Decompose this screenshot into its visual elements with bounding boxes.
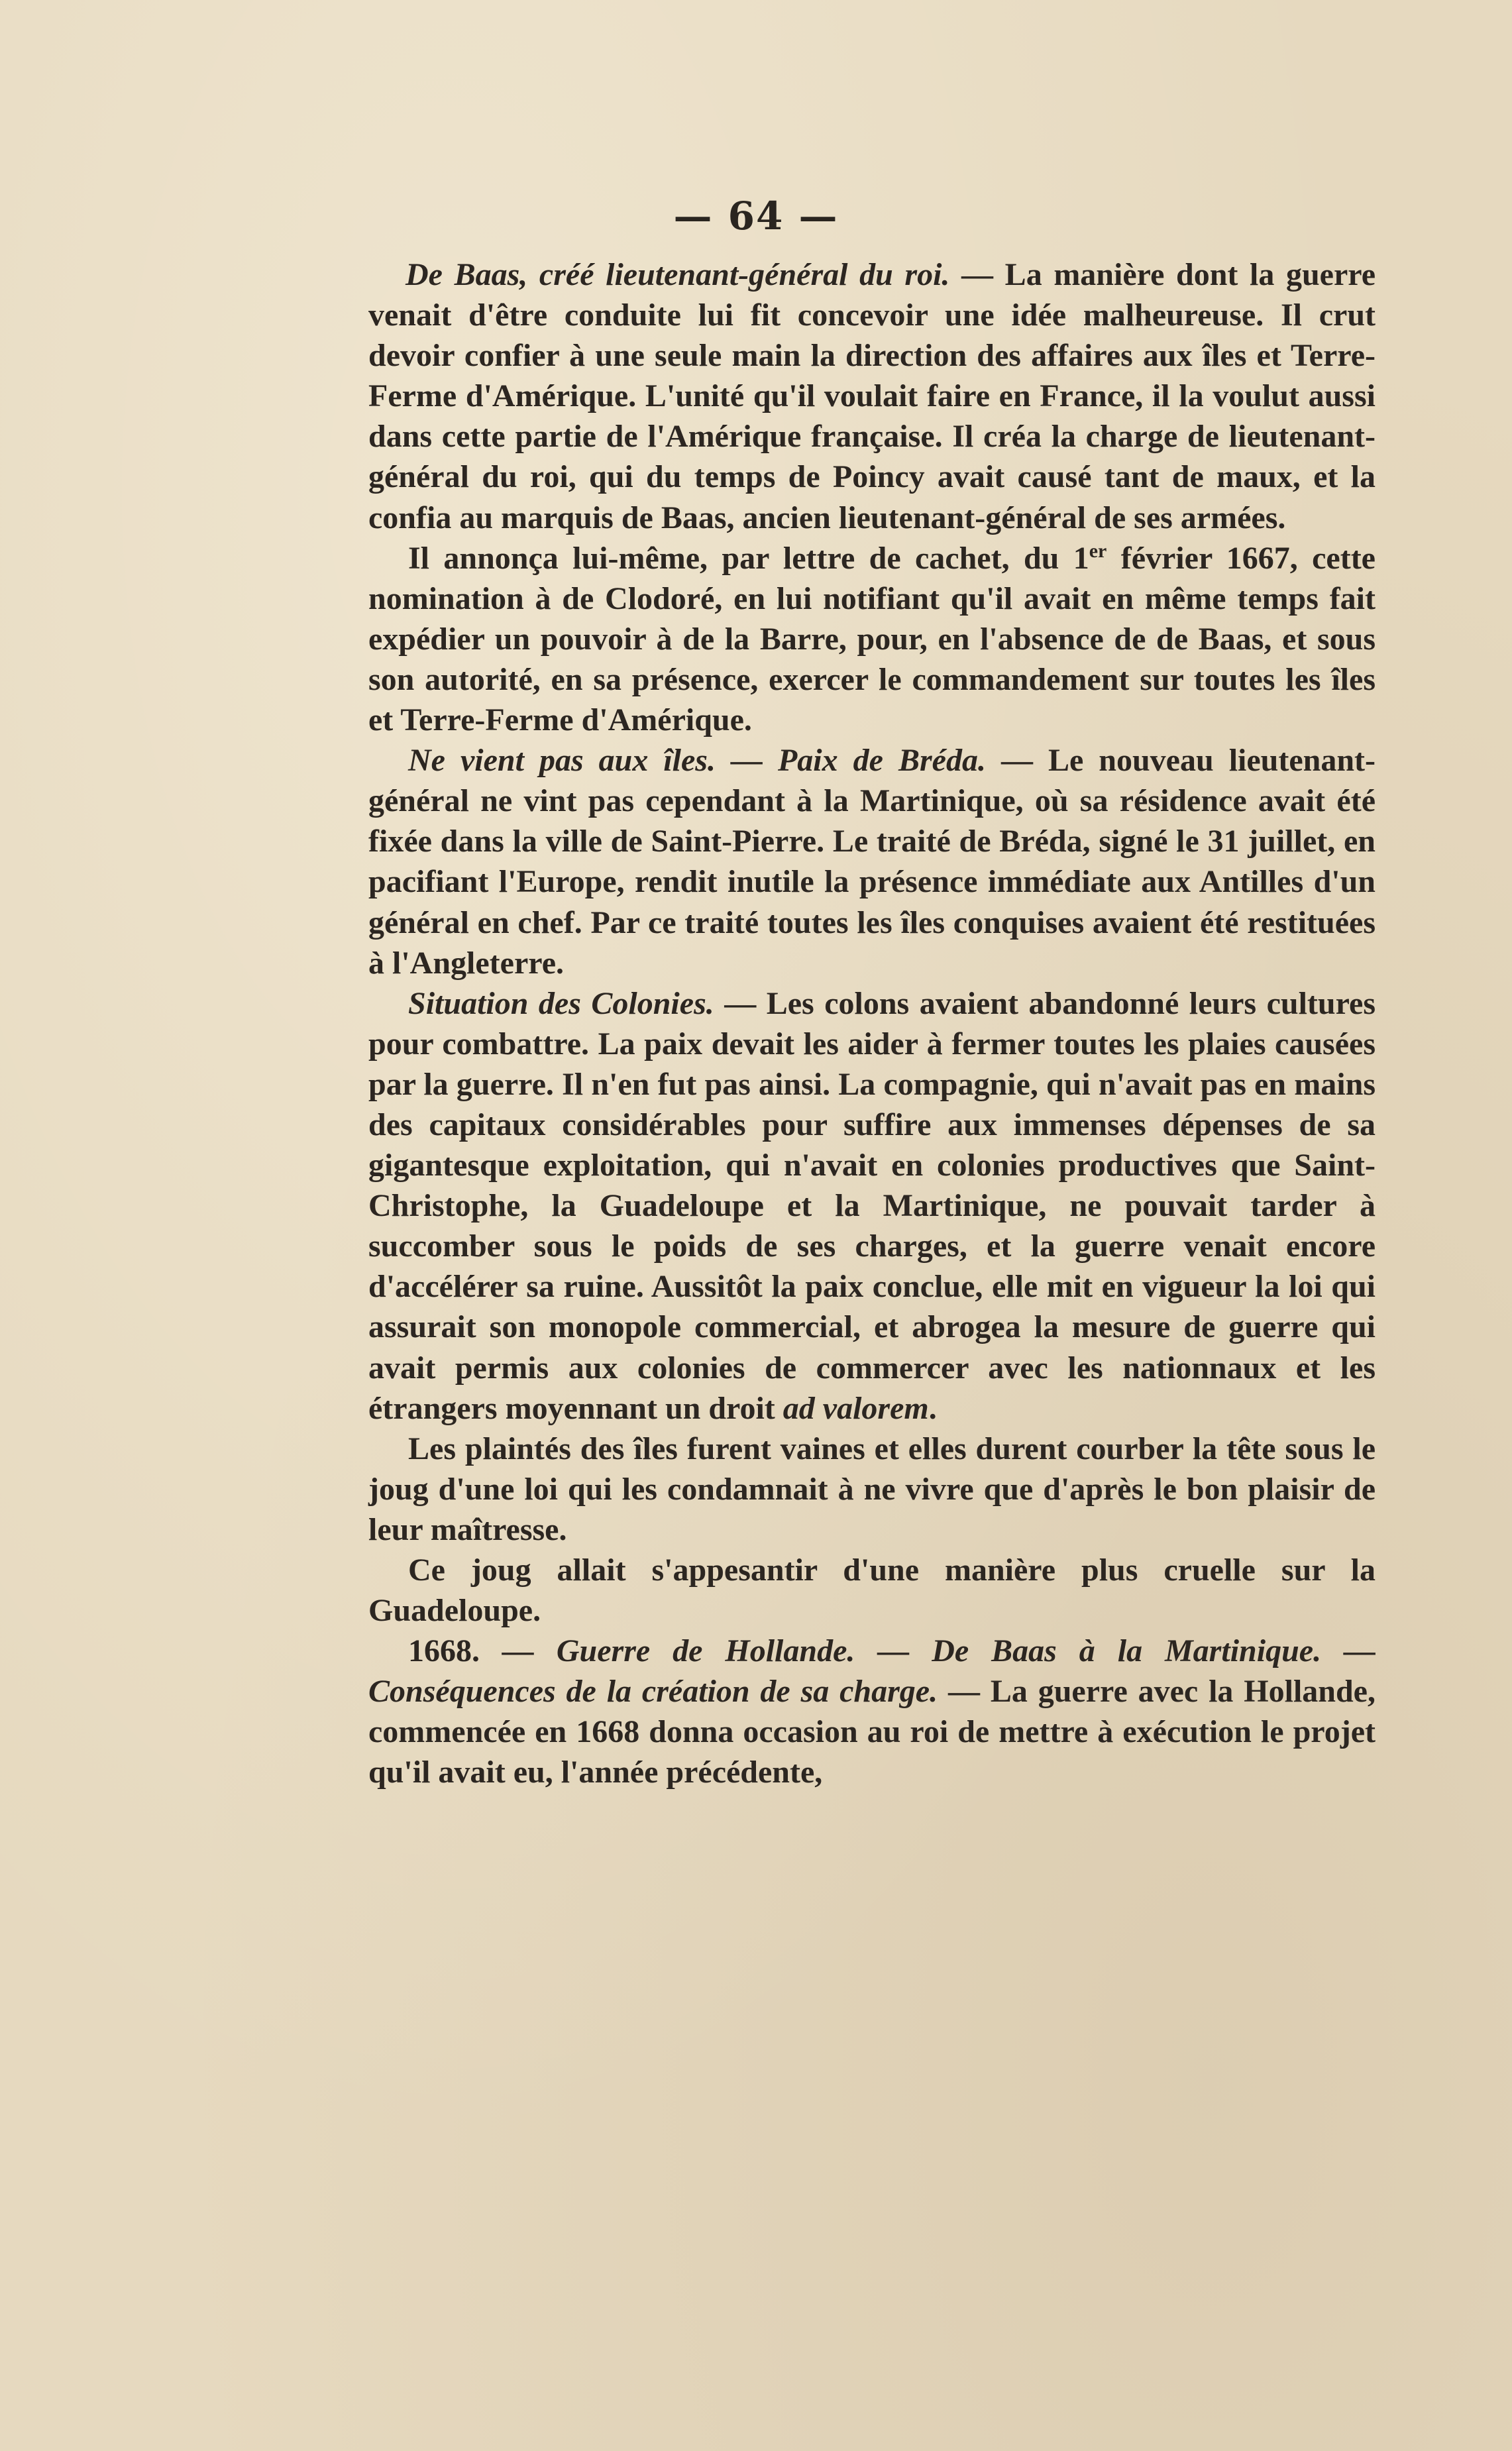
- paragraph-plaintes: [368, 1429, 1376, 1550]
- paragraph-text: — Le nouveau lieutenant-général ne vint pas cependant à la Martinique, où sa résidence avait été fixée dans la ville de Saint-Pierre. Le traité de Bréda, signé le 31 juillet, en pacifiant l'Europe, rendit inutile la présence immédiate aux Antilles d'un général en chef. Par ce traité toutes les îles conquises avaient été restituées à l'Angleterre.: [368, 743, 1376, 981]
- page-number: — 64 —: [673, 193, 839, 239]
- year-label: 1668.: [408, 1633, 480, 1669]
- paragraph-joug: [368, 1550, 1376, 1631]
- paragraph-text: février 1667, cette nomination à de Clodoré, en lui notifiant qu'il avait en même temps fait expédier un pouvoir à de la Barre, pour, en l'absence de de Baas, et sous son autorité, en sa présence, exercer le commandement sur toutes les îles et Terre-Ferme d'Amérique.: [368, 540, 1376, 738]
- superscript: er: [1089, 539, 1107, 562]
- paragraph-breda: [368, 740, 1376, 983]
- paragraph-text: Les plaintés des îles furent vaines et elles durent courber la tête sous le joug d'une loi qui les condamnait à ne vivre que d'après le bon plaisir de leur maîtresse.: [368, 1431, 1376, 1547]
- paragraph-1668: [368, 1631, 1376, 1792]
- section-heading: — Guerre de Hollande. — De Baas à la Martinique. — Conséquences de la création de sa charge.: [368, 1633, 1376, 1710]
- text-body: [368, 254, 1376, 1793]
- paragraph-annonce: [368, 538, 1376, 740]
- paragraph-de-baas: [368, 254, 1376, 538]
- paragraph-text: — La manière dont la guerre venait d'être conduite lui fit concevoir une idée malheureuse. Il crut devoir confier à une seule main la direction des affaires aux îles et Terre-Ferme d'Amérique. L'unité qu'il voulait faire en France, il la voulut aussi dans cette partie de l'Amérique française. Il créa la charge de lieutenant-général du roi, qui du temps de Poincy avait causé tant de maux, et la confia au marquis de Baas, ancien lieutenant-général de ses armées.: [368, 257, 1376, 535]
- section-heading: De Baas, créé lieutenant-général du roi.: [405, 257, 950, 292]
- section-heading: Ne vient pas aux îles. — Paix de Bréda.: [408, 743, 986, 779]
- paragraph-situation: [368, 983, 1376, 1429]
- paragraph-text: — La guerre avec la Hollande, commencée en 1668 donna occasion au roi de mettre à exécution le projet qu'il avait eu, l'année précédente,: [368, 1674, 1376, 1790]
- paragraph-text: — Les colons avaient abandonné leurs cultures pour combattre. La paix devait les aider à fermer toutes les plaies causées par la guerre. Il n'en fut pas ainsi. La compagnie, qui n'avait pas en mains des capitaux considérables pour suffire aux immenses dépenses de sa gigantesque exploitation, qui n'avait en colonies productives que Saint-Christophe, la Guadeloupe et la Martinique, ne pouvait tarder à succomber sous le poids de ses charges, et la guerre venait encore d'accélérer sa ruine. Aussitôt la paix conclue, elle mit en vigueur la loi qui assurait son monopole commercial, et abrogea la mesure de guerre qui avait permis aux colonies de commercer avec les nationnaux et les étrangers moyennant un droit: [368, 985, 1376, 1426]
- section-heading: Situation des Colonies.: [408, 985, 714, 1021]
- paragraph-text: Il annonça lui-même, par lettre de cachet, du 1: [408, 540, 1089, 576]
- paragraph-text: .: [928, 1390, 937, 1426]
- paragraph-text: Ce joug allait s'appesantir d'une manière plus cruelle sur la Guadeloupe.: [368, 1552, 1376, 1629]
- italic-term: ad valorem: [783, 1390, 929, 1426]
